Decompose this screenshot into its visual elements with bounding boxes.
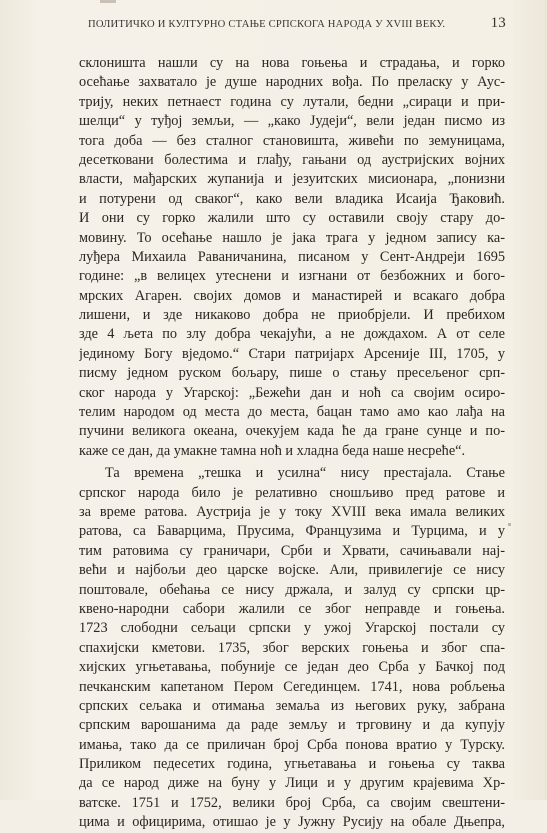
text-line: тога доба — без сталног становишта, живећи по земуницама,	[79, 132, 505, 149]
text-line: имања, тако да се приличан број Срба понова вратио у Турску.	[79, 736, 505, 753]
text-line: ватске. 1751 и 1752, велики број Срба, са својим свештени-	[79, 794, 505, 811]
text-line: за време ратова. Аустрија је у току XVIII века имала великих	[79, 503, 505, 520]
text-line: ратова, са Баварцима, Прусима, Французима и Турцима, и у	[79, 523, 505, 540]
text-line: хијских угњетавања, побуније се један део Срба у Бачкој под	[79, 659, 505, 676]
text-line: тим ратовима су граничари, Срби и Хрвати, сачињавали нај-	[79, 542, 505, 559]
text-line: И они су горко жалили што су оставили своју стару до-	[79, 210, 505, 227]
text-line: да се народ диже на буну у Лици и у другим крајевима Хр-	[79, 775, 505, 792]
text-line: јединому Богу вједомо.“ Стари патријарх Арсеније III, 1705, у	[79, 345, 505, 362]
text-line: године: „в велицех утеснени и изгнани от безбожних и бого-	[79, 268, 505, 285]
text-line: ског народа у Угарској: „Бежећи дан и ноћ са својим осиро-	[79, 384, 505, 401]
text-line: луђера Михаила Раваничанина, писаном у Сент-Андреји 1695	[79, 248, 505, 265]
text-line: лишени, и зде никаково добра не приобрјели. И пребихом	[79, 307, 505, 324]
running-title: ПОЛИТИЧКО И КУЛТУРНО СТАЊЕ СРПСКОГА НАРОДА У XVIII ВЕКУ.	[88, 19, 446, 30]
page-number: 13	[490, 15, 506, 31]
text-line: телим народом од места до места, бацан тамо амо као лађа на	[79, 404, 505, 421]
text-line: печканским капетаном Пером Сегединцем. 1741, нова робљења	[79, 678, 505, 695]
text-line: мовину. То осећање нашло је јака трага у једном запису ка-	[79, 229, 505, 246]
paragraph-2	[79, 464, 505, 832]
running-header	[88, 15, 506, 32]
text-line: писму једном руском бољару, пише о стању пресељеног срп-	[79, 365, 505, 382]
text-line: поштовале, обећања се нису држала, и залуд су српски цр-	[79, 581, 505, 598]
text-line: десетковани болестима и глађу, гањани од аустријских војних	[79, 151, 505, 168]
text-line: већи и најбољи део царске војске. Али, привилегије се нису	[79, 562, 505, 579]
paragraph-1	[79, 54, 505, 461]
text-line: српским варошанима да раде земљу и трговину и да купују	[79, 717, 505, 734]
text-line: Та времена „тешка и усилна“ нису престајала. Стање	[105, 465, 505, 482]
text-line: Приликом педесетих година, угњетавања и гоњења су таква	[79, 756, 505, 773]
text-line: склоништа нашли су на нова гоњења и страдања, и горко	[79, 55, 505, 71]
text-line: квено-народни сабори жалили се због неправде и гоњења.	[79, 600, 505, 617]
text-line: српских сељака и отимања земаља из његових руку, забрана	[79, 697, 505, 714]
text-line: спахијски кметови. 1735, због верских гоњења и због спа-	[79, 639, 505, 656]
text-line: власти, мађарских жупанија и језуитских мисионара, „понизни	[79, 171, 505, 188]
text-line: шелци“ у туђој земљи, — „како Јудеји“, вели један писмо из	[79, 113, 505, 130]
text-line: мрских Агарен. својих домов и манастирей и всакаго добра	[79, 287, 505, 304]
text-line: каже се дан, да умакне тамна ноћ и хладна беда наше несреће“.	[79, 442, 466, 459]
text-line: зде 4 љета по злу добра чекајући, а не дождахом. А от селе	[79, 326, 505, 343]
margin-speck	[508, 523, 511, 526]
top-edge-mark	[100, 0, 116, 3]
text-line: пучини великога океана, очекујем када ће да гране сунце и по-	[79, 423, 505, 440]
text-line: осећање захватало је душе народних вођа. По преласку у Аус-	[79, 74, 505, 91]
text-line: српског народа било је релативно сношљиво пред ратове и	[79, 484, 505, 501]
text-line: 1723 слободни сељаци српски у ужој Угарској постали су	[79, 620, 505, 637]
text-line: трију, неких петнаест година су лутали, бедни „сираци и при-	[79, 93, 505, 110]
text-line: и потурени од сваког“, како вели владика Исаија Ђаковић.	[79, 190, 505, 207]
text-line: цима и официрима, отишао је у Јужну Русију на обале Дњепра,	[79, 814, 505, 831]
body-text	[79, 54, 505, 833]
